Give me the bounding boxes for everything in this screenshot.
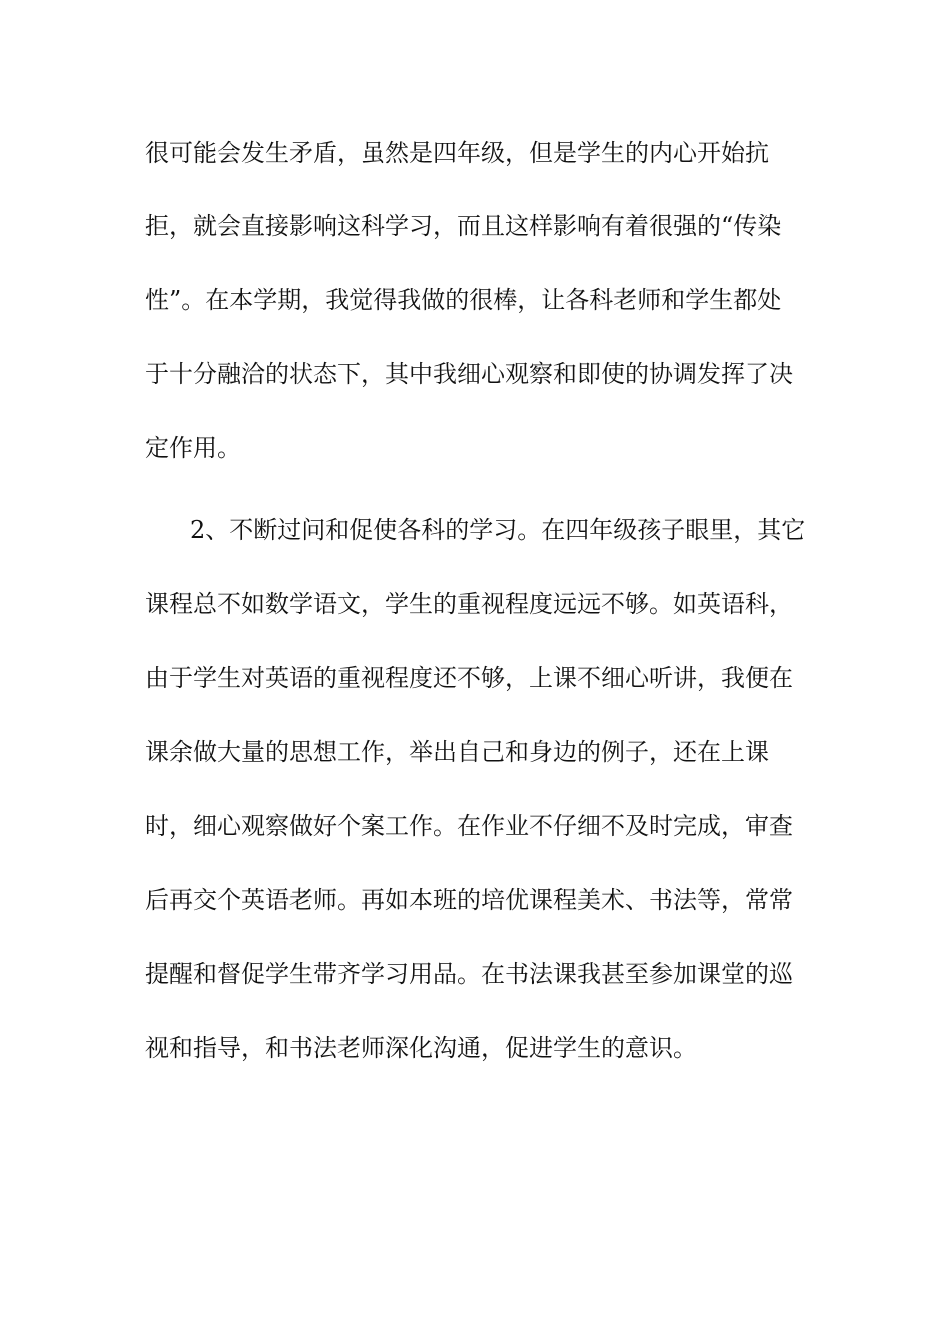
text-line: 视和指导，和书法老师深化沟通，促进学生的意识。 — [145, 1034, 697, 1062]
text-line: 定作用。 — [145, 434, 241, 462]
text-line: 很可能会发生矛盾，虽然是四年级，但是学生的内心开始抗 — [145, 139, 769, 167]
text-line: 提醒和督促学生带齐学习用品。在书法课我甚至参加课堂的巡 — [145, 960, 793, 988]
text-line: 后再交个英语老师。再如本班的培优课程美术、书法等，常常 — [145, 886, 793, 914]
text-line: 时，细心观察做好个案工作。在作业不仔细不及时完成，审查 — [145, 812, 793, 840]
text-line: 课程总不如数学语文，学生的重视程度远远不够。如英语科， — [145, 590, 793, 618]
text-line: 于十分融洽的状态下，其中我细心观察和即使的协调发挥了决 — [145, 360, 793, 388]
text-line: 拒，就会直接影响这科学习，而且这样影响有着很强的“传染 — [145, 212, 782, 240]
text-line: 性”。在本学期，我觉得我做的很棒，让各科老师和学生都处 — [145, 286, 782, 314]
paragraph-first-line: 2、不断过问和促使各科的学习。在四年级孩子眼里，其它 — [190, 516, 806, 544]
text-line: 课余做大量的思想工作，举出自己和身边的例子，还在上课 — [145, 738, 769, 766]
text-line: 由于学生对英语的重视程度还不够，上课不细心听讲，我便在 — [145, 664, 793, 692]
